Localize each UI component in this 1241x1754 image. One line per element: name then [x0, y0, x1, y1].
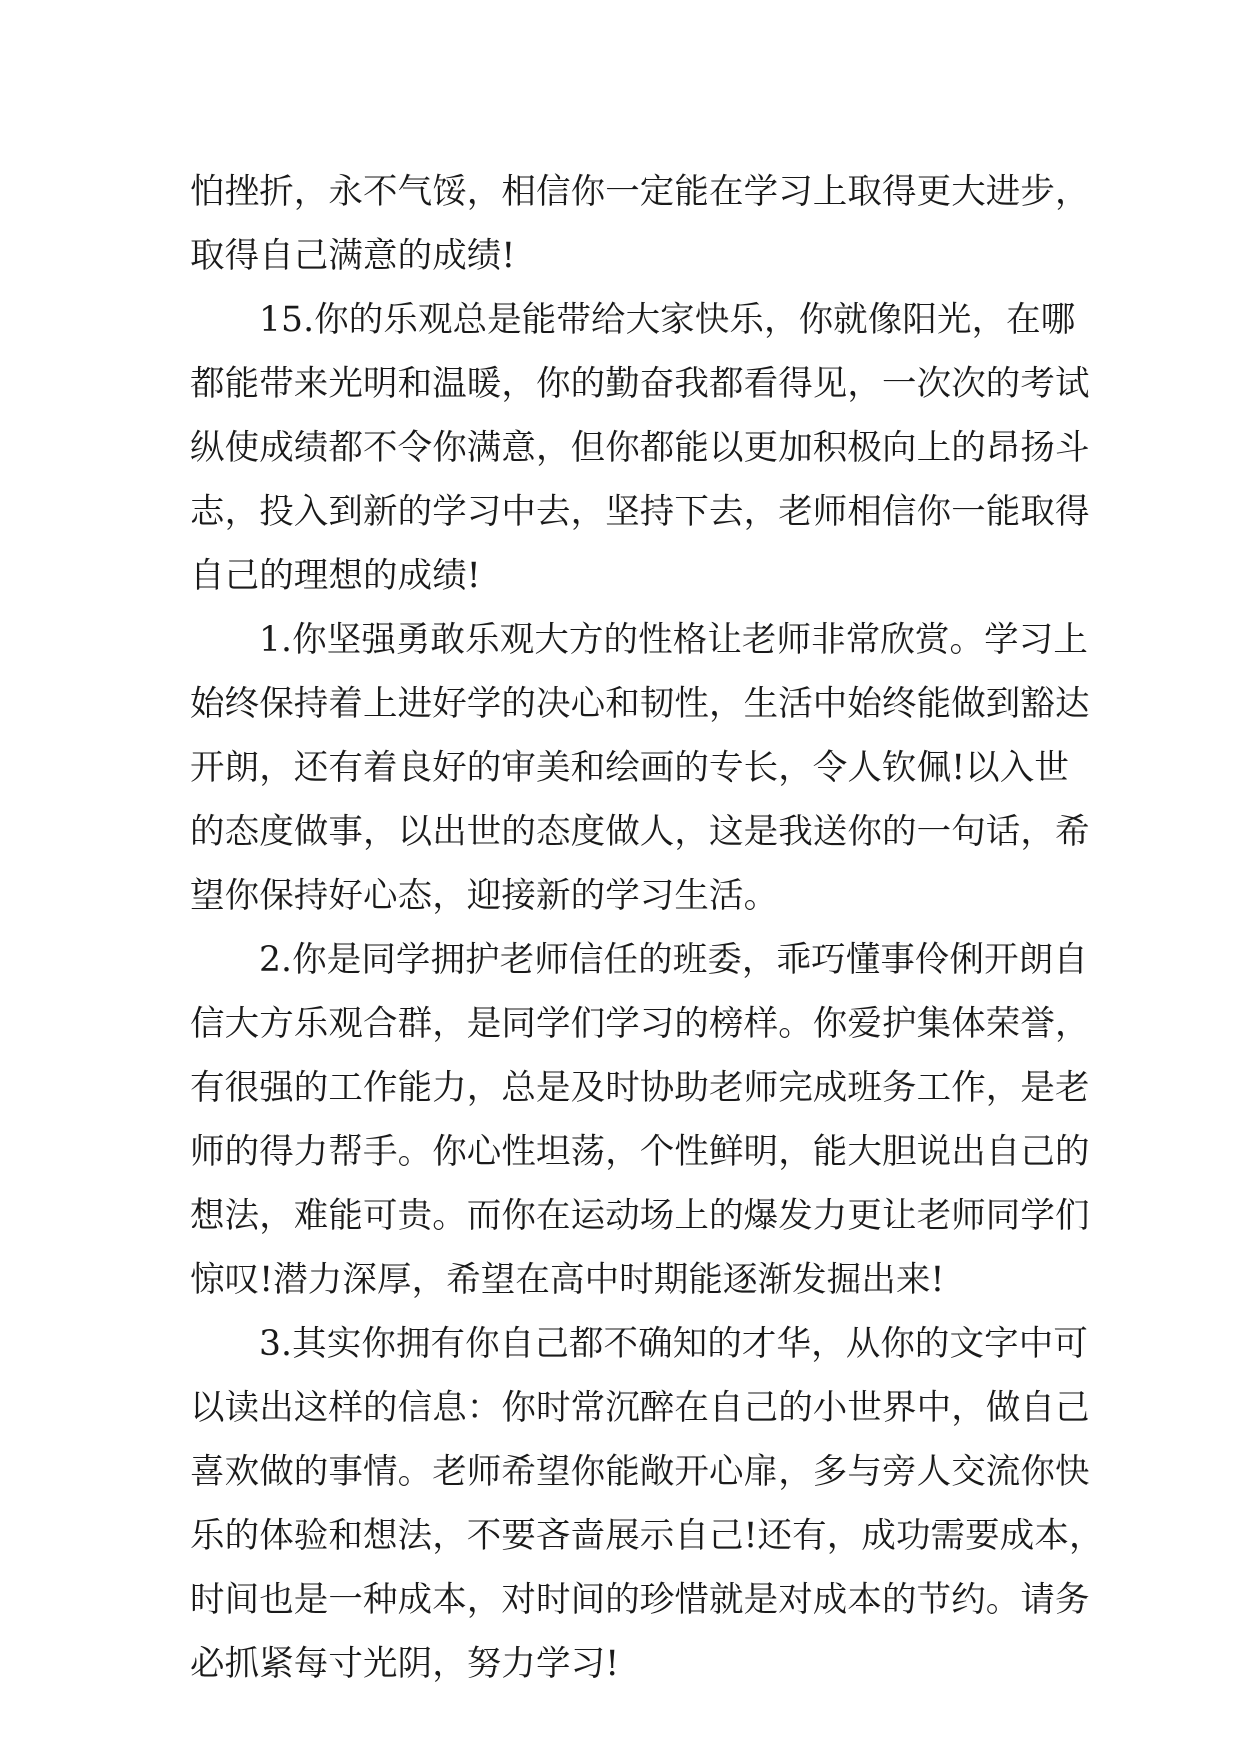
text-line: 取得自己满意的成绩! [190, 236, 516, 276]
text-line: 自己的理想的成绩! [190, 556, 481, 596]
text-line: 的态度做事，以出世的态度做人，这是我送你的一句话，希 [190, 812, 1090, 852]
text-line: 有很强的工作能力，总是及时协助老师完成班务工作，是老 [190, 1068, 1090, 1108]
text-line: 始终保持着上进好学的决心和韧性，生活中始终能做到豁达 [190, 684, 1090, 724]
text-line: 开朗，还有着良好的审美和绘画的专长，令人钦佩!以入世 [190, 748, 1069, 788]
paragraph-1 [190, 608, 1090, 928]
text-line: 都能带来光明和温暖，你的勤奋我都看得见，一次次的考试 [190, 364, 1090, 404]
text-line: 必抓紧每寸光阴，努力学习! [190, 1644, 620, 1684]
text-line: 15.你的乐观总是能带给大家快乐，你就像阳光，在哪 [259, 300, 1076, 340]
text-line: 惊叹!潜力深厚，希望在高中时期能逐渐发掘出来! [190, 1260, 945, 1300]
paragraph-continuation [190, 160, 1090, 288]
text-line: 乐的体验和想法，不要吝啬展示自己!还有，成功需要成本， [190, 1516, 1104, 1556]
text-line: 时间也是一种成本，对时间的珍惜就是对成本的节约。请务 [190, 1580, 1090, 1620]
text-line: 怕挫折，永不气馁，相信你一定能在学习上取得更大进步， [190, 172, 1090, 212]
text-line: 以读出这样的信息：你时常沉醉在自己的小世界中，做自己 [190, 1388, 1090, 1428]
text-line: 2.你是同学拥护老师信任的班委，乖巧懂事伶俐开朗自 [259, 940, 1088, 980]
text-line: 志，投入到新的学习中去，坚持下去，老师相信你一能取得 [190, 492, 1090, 532]
paragraph-15 [190, 288, 1090, 608]
paragraph-3 [190, 1312, 1104, 1696]
paragraph-2 [190, 928, 1090, 1312]
text-line: 3.其实你拥有你自己都不确知的才华，从你的文字中可 [259, 1324, 1088, 1364]
text-line: 想法，难能可贵。而你在运动场上的爆发力更让老师同学们 [190, 1196, 1090, 1236]
text-line: 望你保持好心态，迎接新的学习生活。 [190, 876, 779, 916]
text-line: 喜欢做的事情。老师希望你能敞开心扉，多与旁人交流你快 [190, 1452, 1090, 1492]
document-body [190, 160, 1104, 1696]
text-line: 1.你坚强勇敢乐观大方的性格让老师非常欣赏。学习上 [259, 620, 1088, 660]
text-line: 纵使成绩都不令你满意，但你都能以更加积极向上的昂扬斗 [190, 428, 1090, 468]
text-line: 师的得力帮手。你心性坦荡，个性鲜明，能大胆说出自己的 [190, 1132, 1090, 1172]
text-line: 信大方乐观合群，是同学们学习的榜样。你爱护集体荣誉， [190, 1004, 1090, 1044]
